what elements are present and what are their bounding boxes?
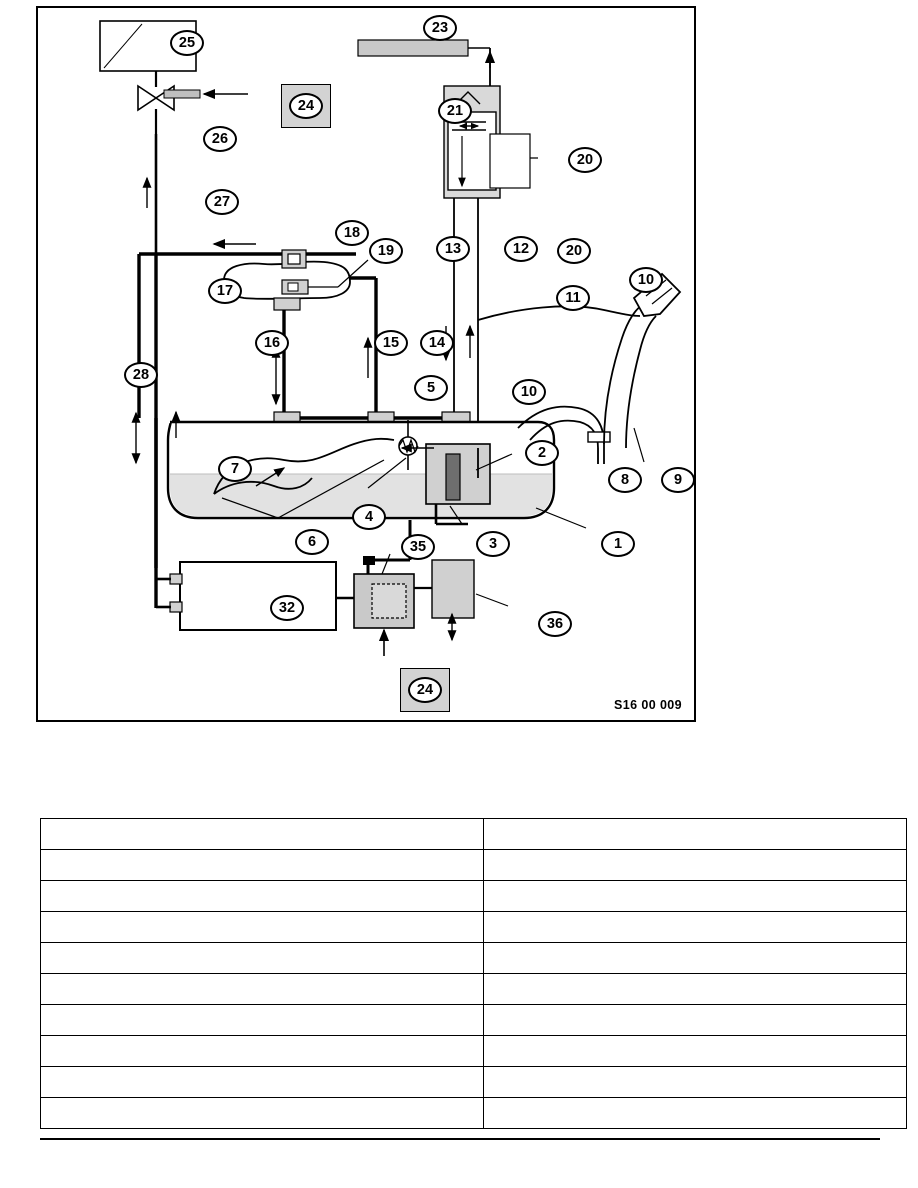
callout-5: 5: [414, 375, 448, 401]
legend-cell-description: [484, 1036, 907, 1067]
callout-24-top: [281, 84, 331, 128]
table-row: [41, 1098, 907, 1129]
callout-35: 35: [401, 534, 435, 560]
legend-cell-index: [41, 943, 484, 974]
callout-16: 16: [255, 330, 289, 356]
legend-cell-description: [484, 819, 907, 850]
legend-cell-index: [41, 1005, 484, 1036]
table-row: [41, 850, 907, 881]
callout-10-upper: 10: [629, 267, 663, 293]
legend-cell-index: [41, 974, 484, 1005]
footer-divider: [40, 1138, 880, 1140]
legend-cell-index: [41, 1036, 484, 1067]
callout-3: 3: [476, 531, 510, 557]
callout-28: 28: [124, 362, 158, 388]
legend-cell-index: [41, 1098, 484, 1129]
legend-cell-description: [484, 974, 907, 1005]
callout-20-lower: 20: [557, 238, 591, 264]
table-row: [41, 912, 907, 943]
legend-cell-description: [484, 1005, 907, 1036]
callout-27: 27: [205, 189, 239, 215]
callout-10-lower: 10: [512, 379, 546, 405]
legend-table: [40, 818, 907, 1129]
callout-12: 12: [504, 236, 538, 262]
legend-cell-description: [484, 1098, 907, 1129]
legend-cell-description: [484, 912, 907, 943]
callout-20-upper: 20: [568, 147, 602, 173]
callout-26: 26: [203, 126, 237, 152]
callout-25: 25: [170, 30, 204, 56]
legend-cell-index: [41, 1067, 484, 1098]
callout-6: 6: [295, 529, 329, 555]
legend-cell-index: [41, 912, 484, 943]
table-row: [41, 1067, 907, 1098]
diagram-frame: [36, 6, 696, 722]
callout-7: 7: [218, 456, 252, 482]
callout-24-top-label: 24: [289, 93, 323, 119]
callout-11: 11: [556, 285, 590, 311]
callout-36: 36: [538, 611, 572, 637]
callout-24-bottom: [400, 668, 450, 712]
table-row: [41, 819, 907, 850]
callout-13: 13: [436, 236, 470, 262]
callout-4: 4: [352, 504, 386, 530]
callout-32: 32: [270, 595, 304, 621]
table-row: [41, 1005, 907, 1036]
legend-cell-index: [41, 881, 484, 912]
callout-19: 19: [369, 238, 403, 264]
callout-17: 17: [208, 278, 242, 304]
legend-cell-description: [484, 850, 907, 881]
figure-code: S16 00 009: [614, 698, 682, 712]
legend-cell-index: [41, 850, 484, 881]
table-row: [41, 881, 907, 912]
callout-2: 2: [525, 440, 559, 466]
callout-9: 9: [661, 467, 695, 493]
legend-cell-description: [484, 881, 907, 912]
callout-8: 8: [608, 467, 642, 493]
table-row: [41, 974, 907, 1005]
callout-21: 21: [438, 98, 472, 124]
legend-cell-index: [41, 819, 484, 850]
table-row: [41, 1036, 907, 1067]
legend-cell-description: [484, 1067, 907, 1098]
table-row: [41, 943, 907, 974]
callout-23: 23: [423, 15, 457, 41]
callout-14: 14: [420, 330, 454, 356]
callout-1: 1: [601, 531, 635, 557]
callout-24-bottom-label: 24: [408, 677, 442, 703]
legend-cell-description: [484, 943, 907, 974]
callout-18: 18: [335, 220, 369, 246]
callout-15: 15: [374, 330, 408, 356]
